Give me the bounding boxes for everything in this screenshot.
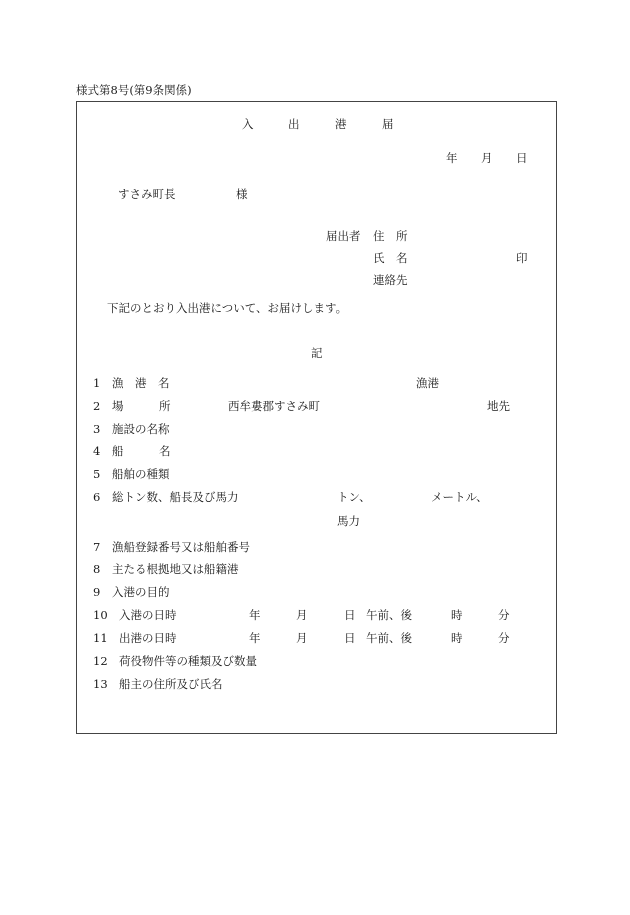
item-11-ampm: 午前、後 [366,631,412,645]
item-5-label: 船舶の種類 [112,467,170,481]
intro-text: 下記のとおり入出港について、お届けします。 [107,301,348,315]
item-4-label-b: 名 [159,444,171,458]
item-10-ampm: 午前、後 [366,608,412,622]
item-4-label-a: 船 [112,444,124,458]
item-11-label: 出港の日時 [119,631,177,645]
applicant-contact-label: 連絡先 [373,273,408,287]
item-2-number: 2 [93,399,101,413]
date-month: 月 [481,151,493,165]
item-4-number: 4 [93,444,101,458]
applicant-address-label: 住 所 [373,229,408,243]
item-6-ton: トン、 [337,490,371,504]
addressee-honorific: 様 [236,187,248,201]
item-11-number: 11 [93,631,108,645]
item-13-number: 13 [93,677,108,691]
item-7-number: 7 [93,540,101,554]
item-11-minute: 分 [498,631,510,645]
item-2-value: 西牟婁郡すさみ町 [228,399,320,413]
item-1-label: 漁 港 名 [112,376,170,390]
item-10-hour: 時 [451,608,463,622]
item-11-day: 日 [344,631,356,645]
seal-mark: 印 [516,251,528,265]
ki-heading: 記 [311,346,323,360]
item-9-number: 9 [93,585,101,599]
item-6-number: 6 [93,490,101,504]
item-6-horsepower: 馬力 [337,514,360,528]
item-8-number: 8 [93,562,101,576]
item-6-meter: メートル、 [431,490,488,504]
addressee-name: すさみ町長 [118,187,176,201]
title-char-4: 届 [382,117,394,131]
item-10-month: 月 [296,608,308,622]
item-10-minute: 分 [498,608,510,622]
item-5-number: 5 [93,467,101,481]
item-1-number: 1 [93,376,101,390]
item-3-label: 施設の名称 [112,422,170,436]
item-2-label-a: 場 [112,399,124,413]
item-8-label: 主たる根拠地又は船籍港 [112,562,239,576]
item-1-suffix: 漁港 [416,376,439,390]
form-number: 様式第8号(第9条関係) [76,83,192,97]
item-9-label: 入港の目的 [112,585,170,599]
item-10-label: 入港の日時 [119,608,177,622]
item-11-hour: 時 [451,631,463,645]
item-6-label: 総トン数、船長及び馬力 [112,490,239,504]
applicant-name-label: 氏 名 [373,251,408,265]
title-char-3: 港 [335,117,347,131]
item-10-year: 年 [249,608,261,622]
applicant-label: 届出者 [326,229,361,243]
item-11-year: 年 [249,631,261,645]
date-day: 日 [516,151,528,165]
item-10-day: 日 [344,608,356,622]
title-char-2: 出 [288,117,300,131]
item-2-suffix: 地先 [487,399,510,413]
item-11-month: 月 [296,631,308,645]
date-year: 年 [446,151,458,165]
item-3-number: 3 [93,422,101,436]
item-13-label: 船主の住所及び氏名 [119,677,223,691]
item-10-number: 10 [93,608,108,622]
item-2-label-b: 所 [159,399,171,413]
item-12-label: 荷役物件等の種類及び数量 [119,654,257,668]
item-7-label: 漁船登録番号又は船舶番号 [112,540,250,554]
title-char-1: 入 [242,117,254,131]
item-12-number: 12 [93,654,108,668]
